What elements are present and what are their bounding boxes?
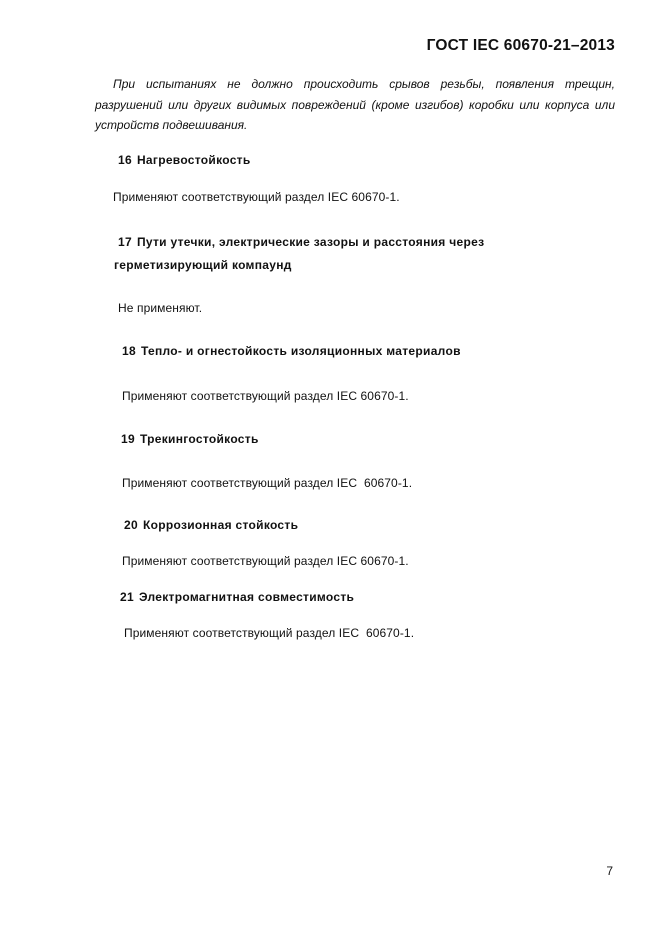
- section-body-19: Применяют соответствующий раздел IEC 60670-1.: [122, 476, 413, 490]
- section-title: Нагревостойкость: [136, 153, 251, 167]
- section-title: Трекингостойкость: [139, 432, 259, 446]
- intro-paragraph: При испытаниях не должно происходить срывов резьбы, появления трещин, разрушений или других видимых повреждений (кроме изгибов) коробки или корпуса или устройств подвешивания.: [95, 77, 615, 132]
- section-heading-17: [118, 231, 484, 253]
- section-number: 21: [120, 590, 134, 604]
- section-body-16: Применяют соответствующий раздел IEC 60670-1.: [113, 190, 400, 204]
- page-number: 7: [606, 864, 613, 878]
- section-number: 19: [121, 432, 135, 446]
- section-body-20: Применяют соответствующий раздел IEC 60670-1.: [122, 554, 409, 568]
- document-header: ГОСТ IEC 60670-21–2013: [426, 37, 615, 54]
- section-heading-19: [121, 428, 259, 450]
- section-number: 20: [124, 518, 138, 532]
- section-body-17: Не применяют.: [118, 301, 203, 315]
- section-number: 18: [122, 344, 136, 358]
- section-number: 16: [118, 153, 132, 167]
- section-heading-20: [124, 514, 298, 536]
- section-body-18: Применяют соответствующий раздел IEC 60670-1.: [122, 389, 409, 403]
- section-heading-18: [122, 340, 461, 362]
- section-title: Электромагнитная совместимость: [138, 590, 355, 604]
- section-number: 17: [118, 235, 132, 249]
- section-heading-21: [120, 586, 354, 608]
- section-title: Тепло- и огнестойкость изоляционных материалов: [140, 344, 461, 358]
- section-body-21: Применяют соответствующий раздел IEC 60670-1.: [124, 626, 415, 640]
- section-heading-17-line2: герметизирующий компаунд: [114, 258, 292, 272]
- section-title: Коррозионная стойкость: [142, 518, 299, 532]
- section-title: Пути утечки, электрические зазоры и расстояния через: [136, 235, 485, 249]
- section-heading-16: [118, 149, 251, 171]
